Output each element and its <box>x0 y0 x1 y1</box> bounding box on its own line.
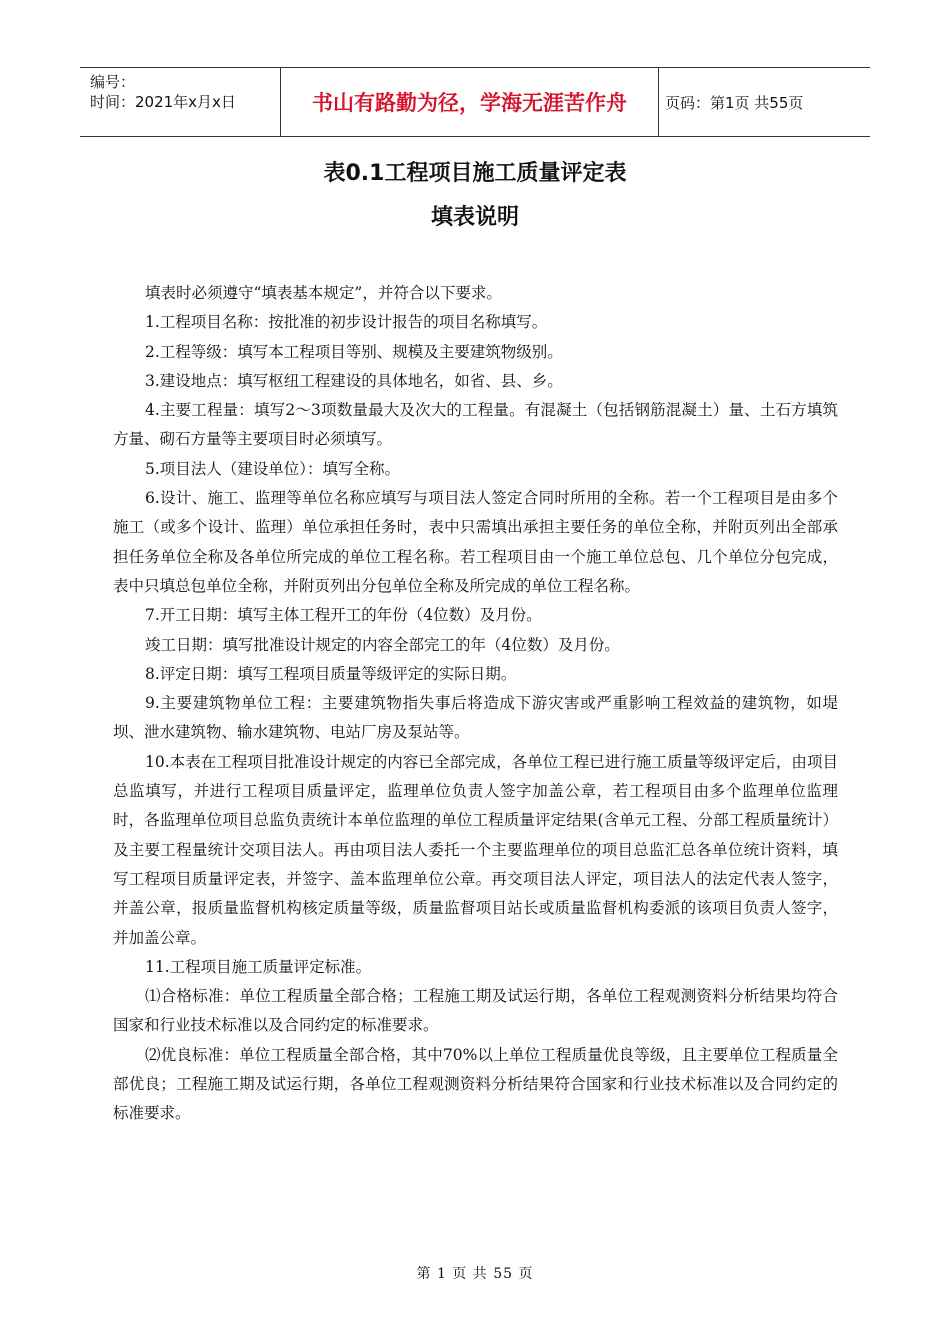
document-subtitle: 填表说明 <box>430 205 519 230</box>
page-footer: 第 1 页 共 55 页 <box>416 1266 534 1282</box>
header-meta-cell <box>80 68 281 136</box>
paragraph: 9.主要建筑物单位工程：主要建筑物指失事后将造成下游灾害或严重影响工程效益的建筑物，如堤坝、泄水建筑物、输水建筑物、电站厂房及泵站等。 <box>113 694 838 742</box>
paragraph: 8.评定日期：填写工程项目质量等级评定的实际日期。 <box>145 664 517 683</box>
paragraph: 2.工程等级：填写本工程项目等别、规模及主要建筑物级别。 <box>145 342 563 361</box>
page-info: 页码：第1页 共55页 <box>665 93 804 112</box>
paragraph: 5.项目法人（建设单位）：填写全称。 <box>145 459 401 478</box>
paragraph: 6.设计、施工、监理等单位名称应填写与项目法人签定合同时所用的全称。若一个工程项目是由多个施工（或多个设计、监理）单位承担任务时，表中只需填出承担主要任务的单位全称，并附页列出全部承担任务单位全称及各单位所完成的单位工程名称。若工程项目由一个施工单位总包、几个单位分包完成，表中只填总包单位全称，并附页列出分包单位全称及所完成的单位工程名称。 <box>113 489 838 595</box>
paragraph: ⑴合格标准：单位工程质量全部合格；工程施工期及试运行期，各单位工程观测资料分析结果均符合国家和行业技术标准以及合同约定的标准要求。 <box>113 987 838 1035</box>
paragraph: 11.工程项目施工质量评定标准。 <box>145 957 372 976</box>
paragraph: 10.本表在工程项目批准设计规定的内容已全部完成，各单位工程已进行施工质量等级评定后，由项目总监填写，并进行工程项目质量评定，监理单位负责人签字加盖公章，若工程项目由多个监理单位监理时，各监理单位项目总监负责统计本单位监理的单位工程质量评定结果(含单元工程、分部工程质量统计）及主要工程量统计交项目法人。再由项目法人委托一个主要监理单位的项目总监汇总各单位统计资料，填写工程项目质量评定表，并签字、盖本监理单位公章。再交项目法人评定，项目法人的法定代表人签字，并盖公章，报质量监督机构核定质量等级，质量监督项目站长或质量监督机构委派的该项目负责人签字，并加盖公章。 <box>113 752 838 947</box>
document-title: 表0.1工程项目施工质量评定表 <box>323 161 627 186</box>
paragraph: 3.建设地点：填写枢纽工程建设的具体地名，如省、县、乡。 <box>145 371 563 390</box>
instructions-body <box>113 279 838 1129</box>
paragraph: 4.主要工程量：填写2～3项数量最大及次大的工程量。有混凝土（包括钢筋混凝土）量、土石方填筑方量、砌石方量等主要项目时必须填写。 <box>113 401 838 449</box>
header-table <box>80 67 870 137</box>
paragraph: 竣工日期：填写批准设计规定的内容全部完工的年（4位数）及月份。 <box>145 635 620 654</box>
paragraph: ⑵优良标准：单位工程质量全部合格，其中70%以上单位工程质量优良等级，且主要单位工程质量全部优良；工程施工期及试运行期，各单位工程观测资料分析结果符合国家和行业技术标准以及合同约定的标准要求。 <box>113 1045 838 1123</box>
number-label: 编号： <box>90 73 136 91</box>
paragraph: 填表时必须遵守“填表基本规定”，并符合以下要求。 <box>145 284 502 302</box>
motto-text: 书山有路勤为径，学海无涯苦作舟 <box>281 68 659 136</box>
paragraph: 7.开工日期：填写主体工程开工的年份（4位数）及月份。 <box>145 606 542 625</box>
date-label: 时间：2021年x月x日 <box>90 93 236 111</box>
paragraph: 1.工程项目名称：按批准的初步设计报告的项目名称填写。 <box>145 313 548 332</box>
